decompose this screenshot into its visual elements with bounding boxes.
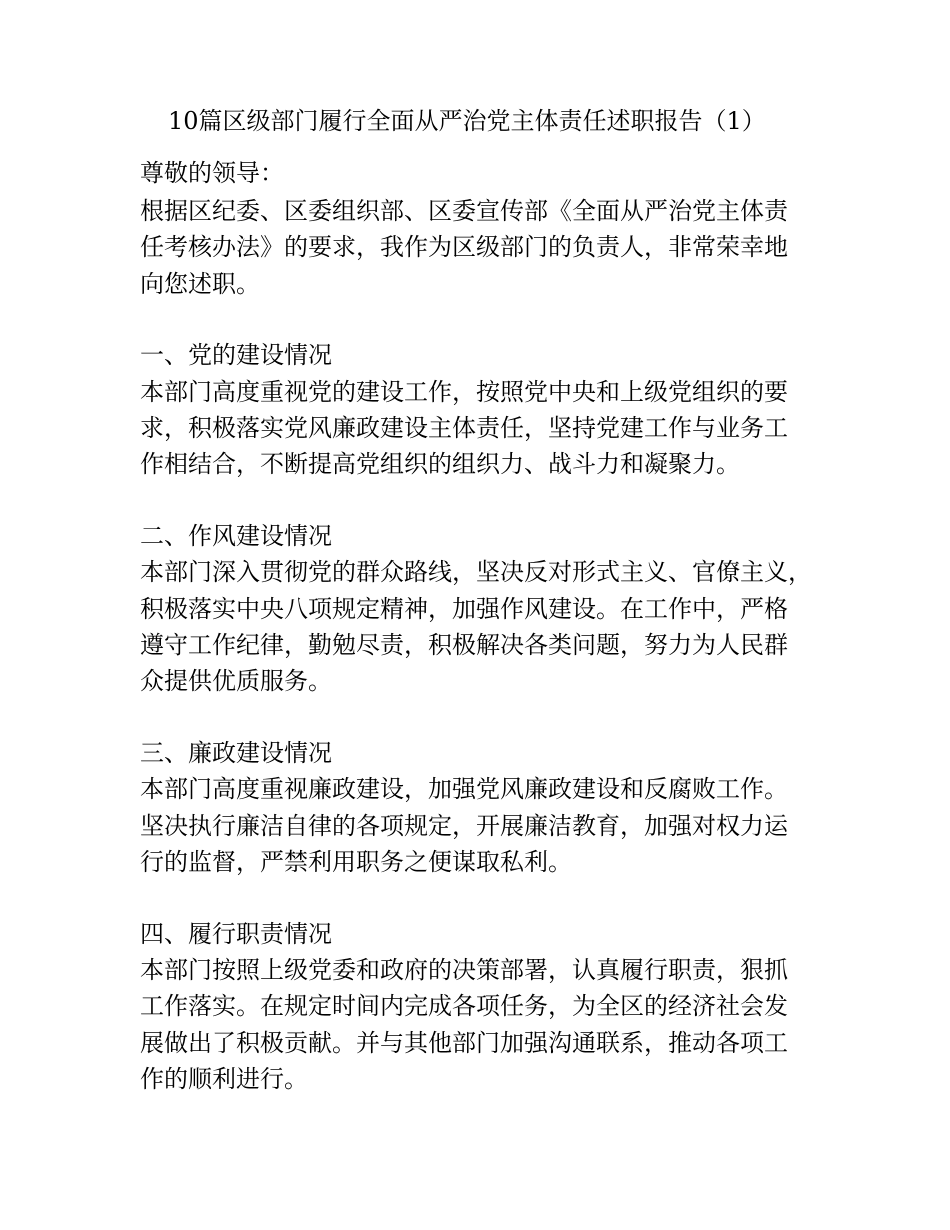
section-work-style-line-4: 众提供优质服务。 <box>140 667 332 695</box>
intro-line-2: 任考核办法》的要求，我作为区级部门的负责人，非常荣幸地 <box>140 233 788 261</box>
section-integrity-line-3: 行的监督，严禁利用职务之便谋取私利。 <box>140 848 572 876</box>
section-party-building-line-3: 作相结合，不断提高党组织的组织力、战斗力和凝聚力。 <box>140 450 740 478</box>
section-party-building-line-1: 本部门高度重视党的建设工作，按照党中央和上级党组织的要 <box>140 378 788 406</box>
section-duties-line-2: 工作落实。在规定时间内完成各项任务，为全区的经济社会发 <box>140 992 788 1020</box>
section-work-style-line-2: 积极落实中央八项规定精神，加强作风建设。在工作中，严格 <box>140 595 788 623</box>
section-party-building-line-2: 求，积极落实党风廉政建设主体责任，坚持党建工作与业务工 <box>140 414 788 442</box>
section-duties-line-1: 本部门按照上级党委和政府的决策部署，认真履行职责，狠抓 <box>140 956 788 984</box>
section-work-style-line-3: 遵守工作纪律，勤勉尽责，积极解决各类问题，努力为人民群 <box>140 631 788 659</box>
salutation: 尊敬的领导： <box>140 159 284 187</box>
document-title: 10篇区级部门履行全面从严治党主体责任述职报告（1） <box>168 107 766 135</box>
section-duties-line-4: 作的顺利进行。 <box>140 1065 308 1093</box>
section-duties-line-3: 展做出了积极贡献。并与其他部门加强沟通联系，推动各项工 <box>140 1029 788 1057</box>
section-integrity-line-1: 本部门高度重视廉政建设，加强党风廉政建设和反腐败工作。 <box>140 775 788 803</box>
section-heading-integrity: 三、廉政建设情况 <box>140 739 332 767</box>
section-work-style-line-1: 本部门深入贯彻党的群众路线，坚决反对形式主义、官僚主义， <box>140 558 812 586</box>
section-heading-party-building: 一、党的建设情况 <box>140 341 332 369</box>
section-integrity-line-2: 坚决执行廉洁自律的各项规定，开展廉洁教育，加强对权力运 <box>140 812 788 840</box>
intro-line-3: 向您述职。 <box>140 270 260 298</box>
section-heading-duties: 四、履行职责情况 <box>140 920 332 948</box>
section-heading-work-style: 二、作风建设情况 <box>140 522 332 550</box>
intro-line-1: 根据区纪委、区委组织部、区委宣传部《全面从严治党主体责 <box>140 197 788 225</box>
